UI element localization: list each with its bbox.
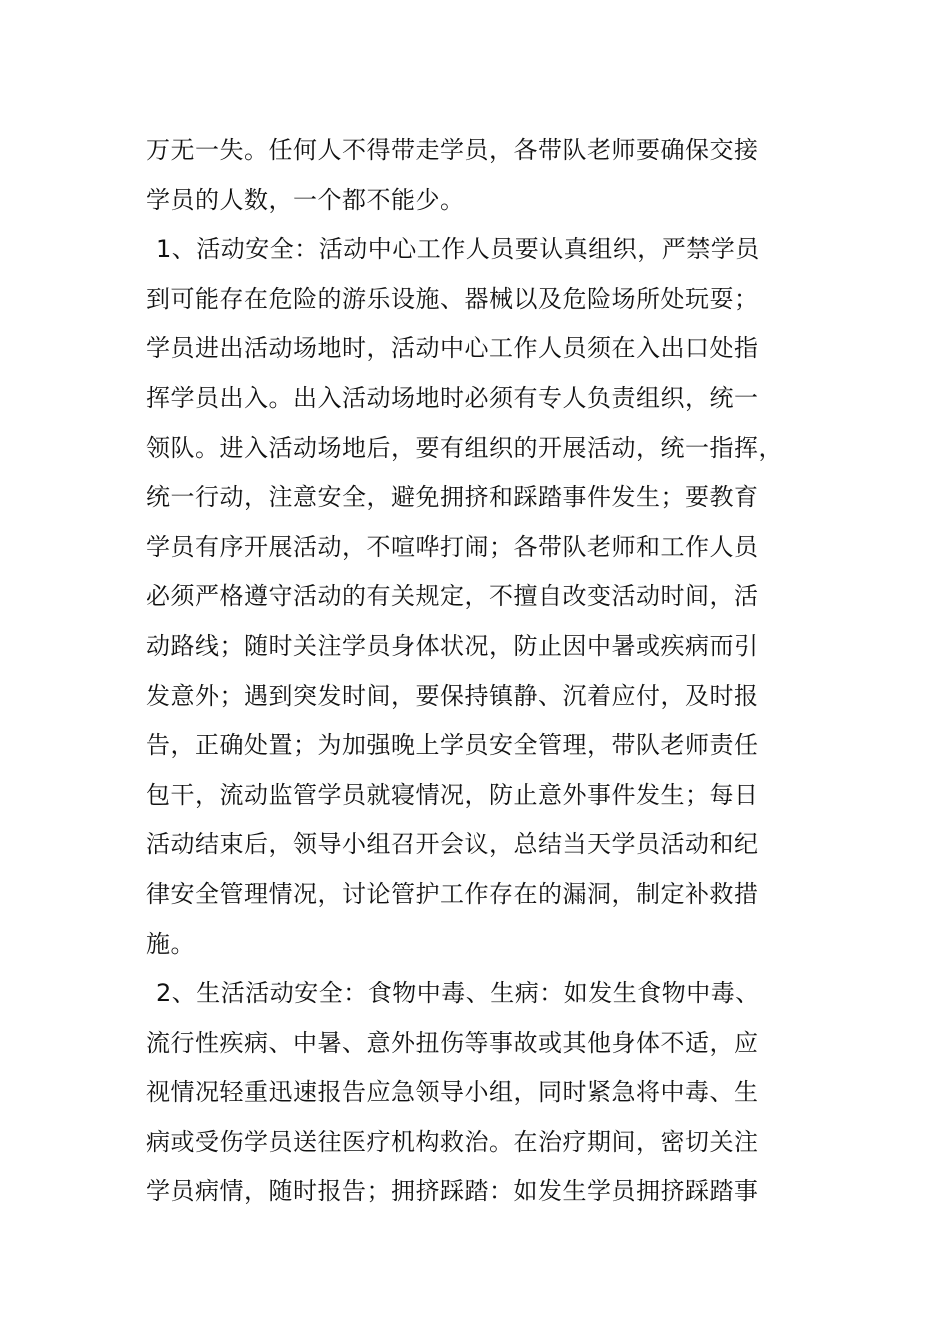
text-line: 律安全管理情况，讨论管护工作存在的漏洞，制定补救措 bbox=[146, 879, 759, 908]
text-line: 学员的人数，一个都不能少。 bbox=[146, 185, 465, 214]
text-line: 告，正确处置；为加强晚上学员安全管理，带队老师责任 bbox=[146, 731, 759, 760]
text-line: 包干，流动监管学员就寝情况，防止意外事件发生；每日 bbox=[146, 780, 759, 809]
text-line: 必须严格遵守活动的有关规定，不擅自改变活动时间，活 bbox=[146, 582, 759, 611]
text-line: 活动结束后，领导小组召开会议，总结当天学员活动和纪 bbox=[146, 830, 759, 859]
text-line: 万无一失。任何人不得带走学员，各带队老师要确保交接 bbox=[146, 136, 759, 164]
text-line: 发意外；遇到突发时间，要保持镇静、沉着应付，及时报 bbox=[146, 681, 759, 710]
text-line: 动路线；随时关注学员身体状况，防止因中暑或疾病而引 bbox=[146, 631, 759, 660]
text-line: 领队。进入活动场地后，要有组织的开展活动，统一指挥， bbox=[146, 433, 783, 462]
paragraph-2-start: 2、生活活动安全：食物中毒、生病：如发生食物中毒、 bbox=[156, 979, 760, 1008]
document-body bbox=[146, 126, 806, 1217]
text-line: 统一行动，注意安全，避免拥挤和踩踏事件发生；要教育 bbox=[146, 483, 759, 512]
text-line: 学员病情，随时报告；拥挤踩踏：如发生学员拥挤踩踏事 bbox=[146, 1177, 759, 1206]
text-line: 流行性疾病、中暑、意外扭伤等事故或其他身体不适，应 bbox=[146, 1028, 759, 1057]
paragraph-1-start: 1、活动安全：活动中心工作人员要认真组织，严禁学员 bbox=[156, 235, 760, 264]
text-line: 学员进出活动场地时，活动中心工作人员须在入出口处指 bbox=[146, 334, 759, 363]
text-line: 病或受伤学员送往医疗机构救治。在治疗期间，密切关注 bbox=[146, 1127, 759, 1156]
text-line: 视情况轻重迅速报告应急领导小组，同时紧急将中毒、生 bbox=[146, 1078, 759, 1107]
text-line: 施。 bbox=[146, 929, 195, 958]
text-line: 挥学员出入。出入活动场地时必须有专人负责组织，统一 bbox=[146, 383, 759, 412]
text-line: 学员有序开展活动，不喧哗打闹；各带队老师和工作人员 bbox=[146, 532, 759, 561]
text-line: 到可能存在危险的游乐设施、器械以及危险场所处玩耍； bbox=[146, 284, 759, 313]
